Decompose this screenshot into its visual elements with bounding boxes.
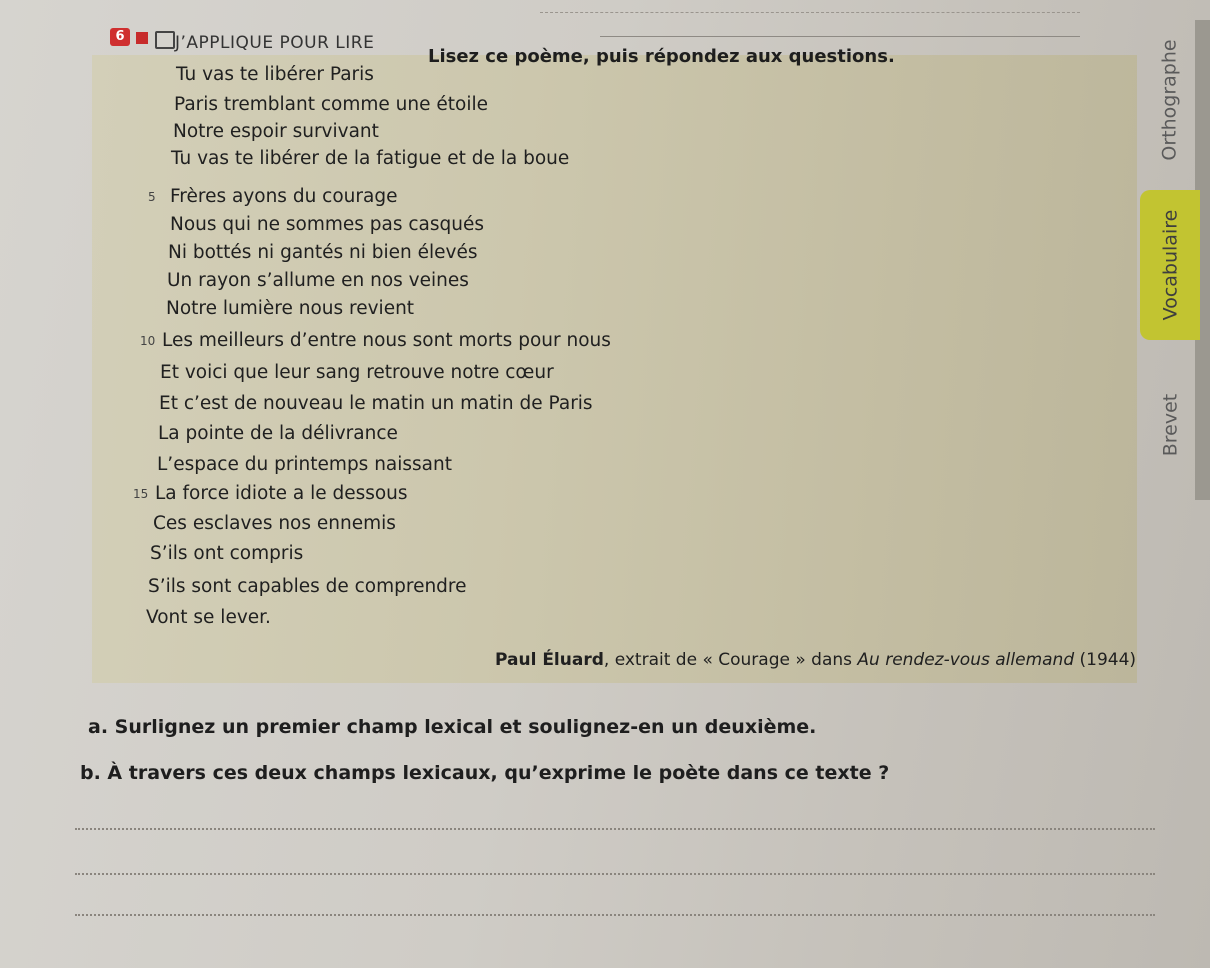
poem-line: Vont se lever. [146, 607, 271, 628]
poem-line: Notre espoir survivant [173, 121, 379, 142]
answer-line[interactable] [75, 914, 1155, 916]
poem-attribution [495, 650, 1136, 670]
tab-orthographe-label: Orthographe [1159, 39, 1182, 161]
top-dashed-rule [540, 12, 1080, 13]
poem-line-text: Frères ayons du courage [170, 186, 398, 207]
exercise-instruction: Lisez ce poème, puis répondez aux questions. [428, 46, 895, 67]
line-number: 10 [140, 334, 156, 348]
attribution-text: , extrait de « Courage » dans [603, 650, 858, 670]
tab-brevet-label: Brevet [1159, 393, 1182, 457]
poem-line-numbered [148, 186, 398, 207]
poem-line-text: Les meilleurs d’entre nous sont morts pour nous [162, 330, 611, 351]
poem-line-numbered [140, 330, 611, 351]
answer-line[interactable] [75, 873, 1155, 875]
difficulty-square-icon [136, 32, 148, 44]
section-label: J’APPLIQUE POUR LIRE [175, 33, 375, 53]
poem-line: Ni bottés ni gantés ni bien élevés [168, 242, 478, 263]
poem-line: S’ils sont capables de comprendre [148, 576, 467, 597]
poem-line: Tu vas te libérer Paris [176, 64, 374, 85]
publication-year: (1944) [1074, 650, 1137, 670]
poem-line: Tu vas te libérer de la fatigue et de la boue [171, 148, 570, 169]
poem-line: La pointe de la délivrance [158, 423, 398, 444]
question-a: a. Surlignez un premier champ lexical et soulignez-en un deuxième. [88, 716, 817, 738]
poem-line: Et c’est de nouveau le matin un matin de Paris [159, 393, 593, 414]
top-rule [600, 36, 1080, 37]
poem-line: Nous qui ne sommes pas casqués [170, 214, 485, 235]
poem-line-text: La force idiote a le dessous [155, 483, 408, 504]
poem-line: Paris tremblant comme une étoile [174, 94, 488, 115]
poem-line-numbered [133, 483, 408, 504]
poem-line: S’ils ont compris [150, 543, 304, 564]
poem-line: Notre lumière nous revient [166, 298, 415, 319]
exercise-number-badge: 6 [110, 28, 130, 46]
author-name: Paul Éluard [495, 650, 604, 670]
poem-line: Ces esclaves nos ennemis [153, 513, 396, 534]
line-number: 15 [133, 487, 149, 501]
question-b: b. À travers ces deux champs lexicaux, qu’exprime le poète dans ce texte ? [80, 762, 890, 784]
book-icon [155, 31, 175, 49]
work-title: Au rendez-vous allemand [857, 650, 1075, 670]
answer-line[interactable] [75, 828, 1155, 830]
tab-brevet[interactable] [1140, 370, 1200, 480]
line-number: 5 [148, 190, 156, 204]
tab-vocabulaire-label: Vocabulaire [1159, 209, 1181, 321]
poem-line: Et voici que leur sang retrouve notre cœur [160, 362, 554, 383]
poem-line: L’espace du printemps naissant [157, 454, 452, 475]
poem-line: Un rayon s’allume en nos veines [167, 270, 469, 291]
tab-vocabulaire[interactable] [1140, 190, 1200, 340]
tab-orthographe[interactable] [1140, 20, 1200, 180]
